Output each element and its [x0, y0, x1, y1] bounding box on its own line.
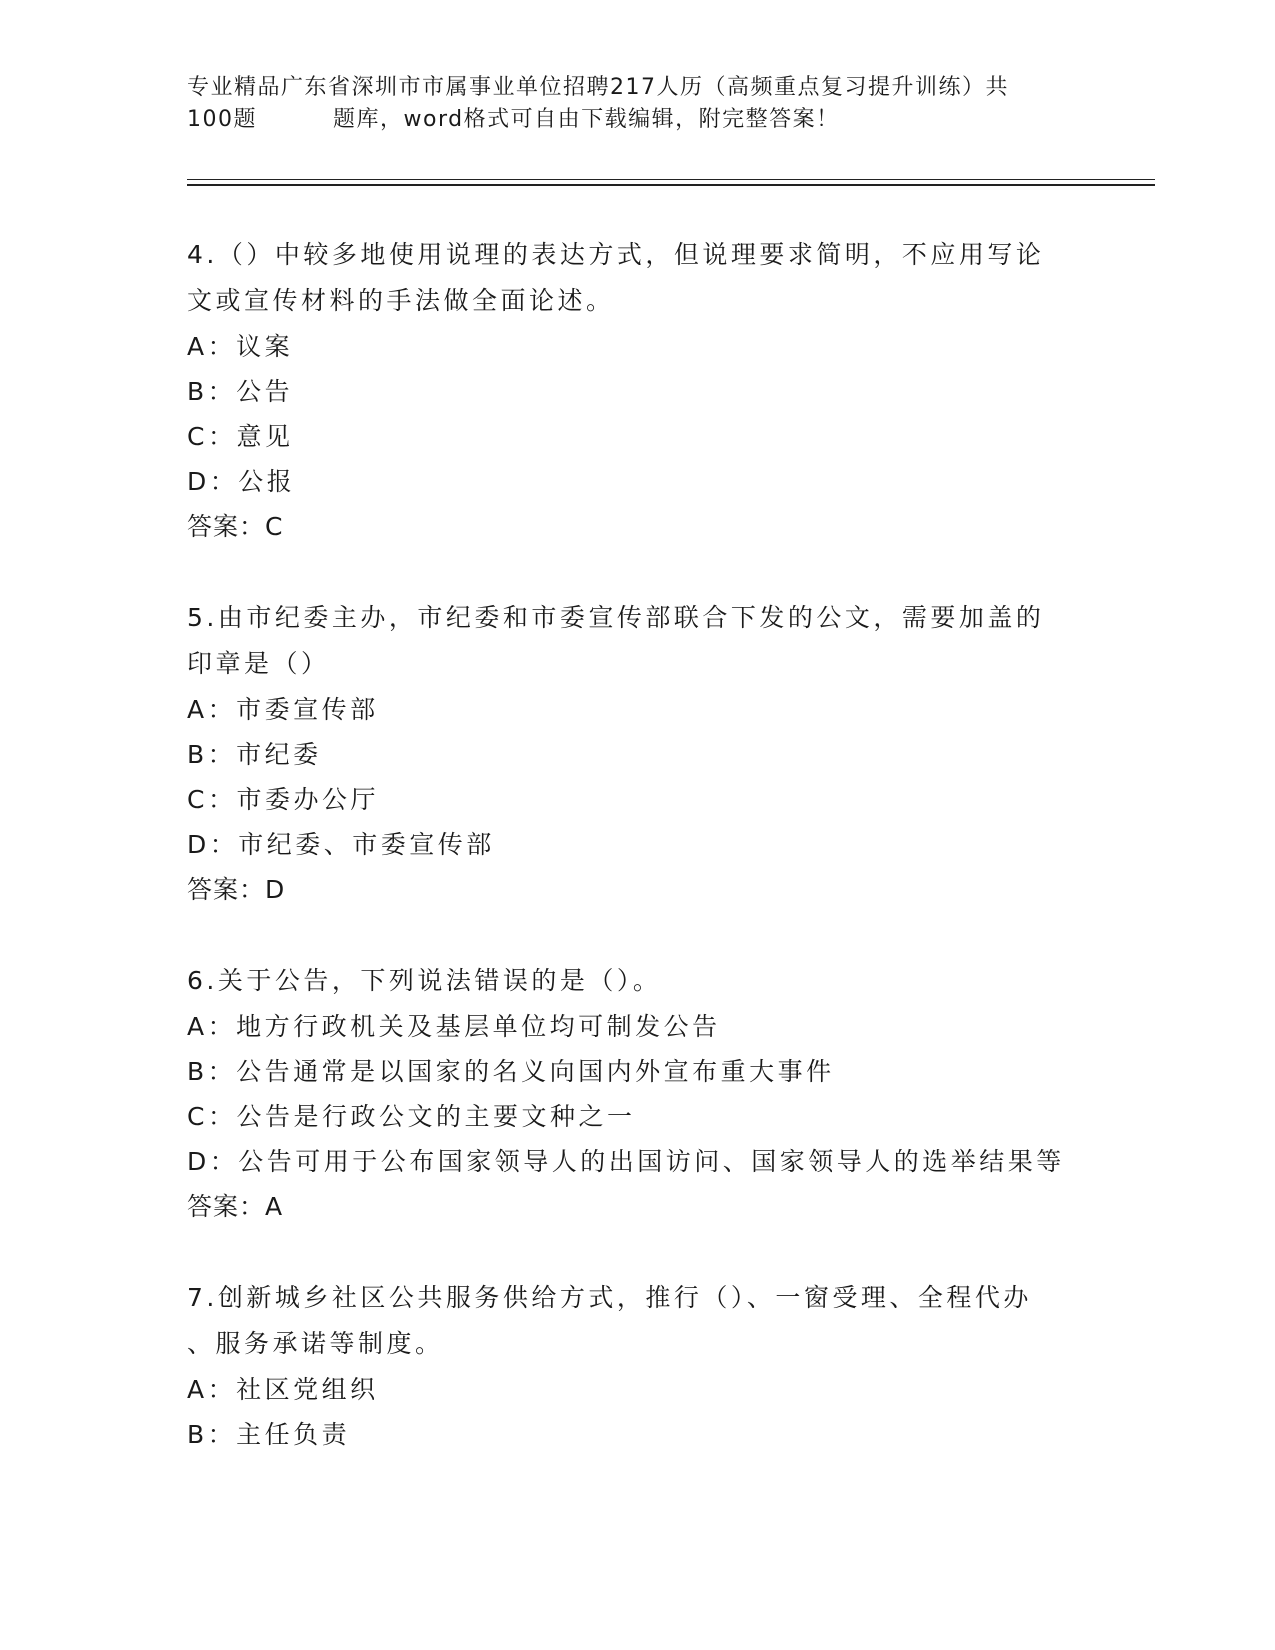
answer: 答案：D [187, 875, 286, 904]
option-c: C：意见 [187, 422, 294, 451]
question-stem: 6.关于公告，下列说法错误的是（）。 [187, 966, 662, 995]
header-divider-thin [187, 179, 1155, 180]
option-c: C：市委办公厅 [187, 785, 379, 814]
question-stem: 5.由市纪委主办，市纪委和市委宣传部联合下发的公文，需要加盖的 [187, 603, 1045, 632]
option-b: B：公告 [187, 377, 294, 406]
question-4 [187, 232, 1087, 550]
question-5 [187, 595, 1087, 913]
question-stem: 、服务承诺等制度。 [187, 1329, 444, 1358]
header-divider-thick [187, 184, 1155, 186]
question-6 [187, 958, 1087, 1230]
option-a: A：市委宣传部 [187, 695, 379, 724]
question-list [187, 232, 1087, 1502]
question-7 [187, 1275, 1087, 1457]
option-d: D：公报 [187, 467, 296, 496]
header-question-count: 100题 [187, 107, 257, 132]
option-b: B：公告通常是以国家的名义向国内外宣布重大事件 [187, 1057, 835, 1086]
question-stem: 7.创新城乡社区公共服务供给方式，推行（）、一窗受理、全程代办 [187, 1283, 1032, 1312]
option-b: B：主任负责 [187, 1420, 351, 1449]
option-a: A：社区党组织 [187, 1375, 379, 1404]
option-d: D：市纪委、市委宣传部 [187, 830, 495, 859]
option-a: A：议案 [187, 332, 294, 361]
answer: 答案：C [187, 512, 284, 541]
header-description: 题库，word格式可自由下载编辑，附完整答案！ [333, 107, 840, 132]
option-c: C：公告是行政公文的主要文种之一 [187, 1102, 636, 1131]
header-title-line-1: 专业精品广东省深圳市市属事业单位招聘217人历（高频重点复习提升训练）共 [187, 75, 1009, 100]
option-b: B：市纪委 [187, 740, 322, 769]
option-a: A：地方行政机关及基层单位均可制发公告 [187, 1012, 721, 1041]
question-stem: 文或宣传材料的手法做全面论述。 [187, 286, 615, 315]
header-title-line-2 [187, 104, 1067, 136]
option-d: D：公告可用于公布国家领导人的出国访问、国家领导人的选举结果等 [187, 1147, 1065, 1176]
answer: 答案：A [187, 1192, 284, 1221]
question-stem: 印章是（） [187, 649, 330, 678]
document-header [187, 72, 1067, 136]
question-stem: 4.（）中较多地使用说理的表达方式，但说理要求简明，不应用写论 [187, 240, 1045, 269]
